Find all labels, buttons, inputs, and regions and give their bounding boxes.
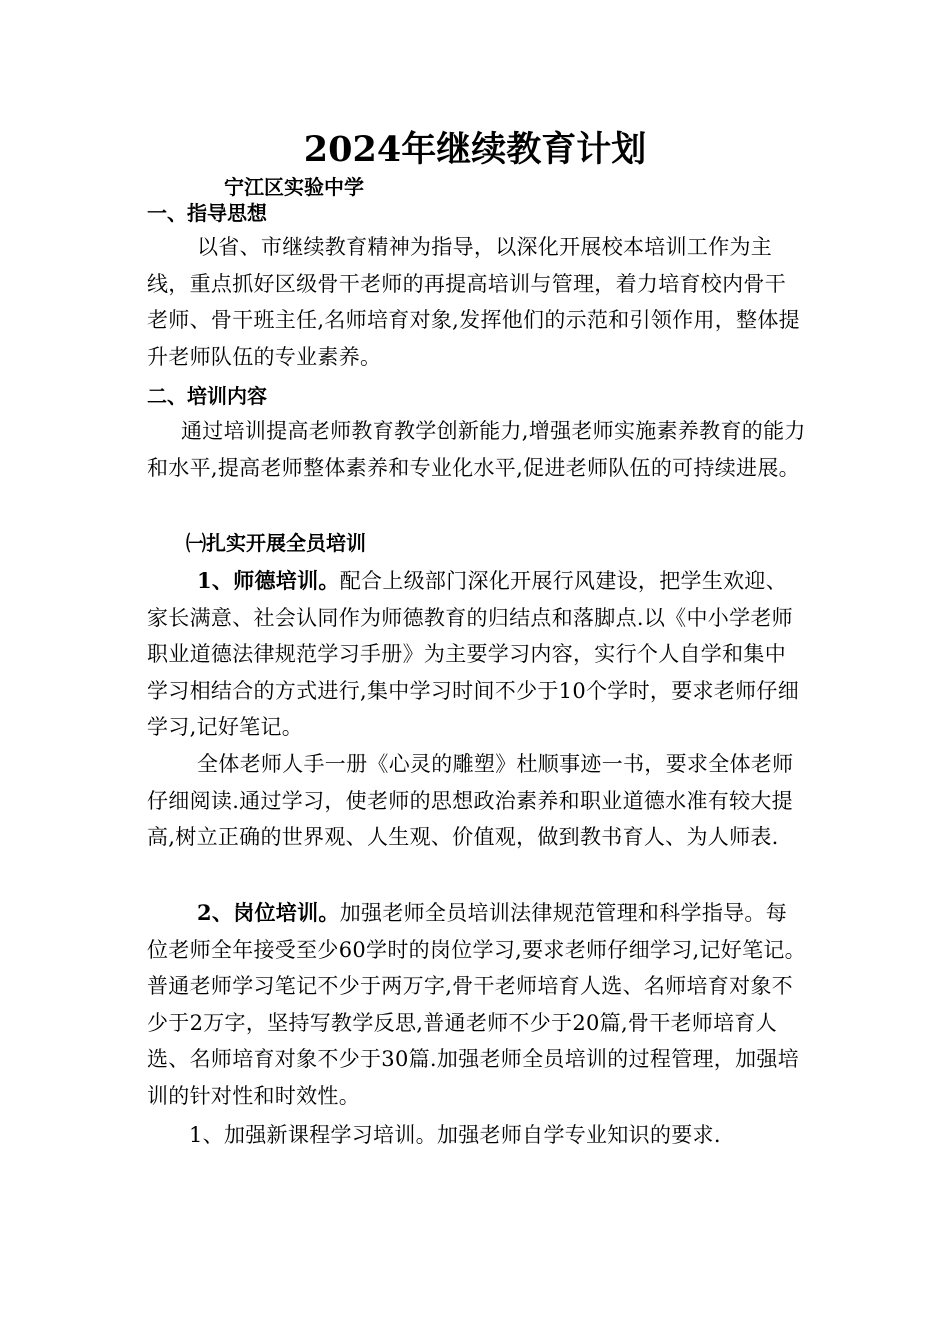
paragraph-guiding-ideology: 以省、市继续教育精神为指导，以深化开展校本培训工作为主线，重点抓好区级骨干老师的再提高培训与管理，着力培育校内骨干老师、骨干班主任,名师培育对象,发挥他们的示范和引领作用，整体提升老师队伍的专业素养。 <box>147 235 800 369</box>
section-heading-guiding-ideology: 一、指导思想 <box>147 201 267 225</box>
item-text-ethics: 配合上级部门深化开展行风建设，把学生欢迎、家长满意、社会认同作为师德教育的归结点和落脚点.以《中小学老师职业道德法律规范学习手册》为主要学习内容，实行个人自学和集中学习相结合的方式进行,集中学习时间不少于10个学时，要求老师仔细学习,记好笔记。 <box>147 569 799 739</box>
paragraph-post-training <box>147 895 807 1114</box>
item-lead-ethics: 1、师德培训。 <box>197 568 340 593</box>
paragraph-training-content: 通过培训提高老师教育教学创新能力,增强老师实施素养教育的能力和水平,提高老师整体素养和专业化水平,促进老师队伍的可持续进展。 <box>147 419 806 480</box>
subsection-heading-all-staff-training: ㈠扎实开展全员培训 <box>186 531 366 555</box>
paragraph-ethics-training <box>147 563 807 746</box>
school-name: 宁江区实验中学 <box>224 175 364 199</box>
document-title: 2024年继续教育计划 <box>303 129 647 170</box>
paragraph-new-curriculum: 1、加强新课程学习培训。加强老师自学专业知识的要求. <box>189 1123 721 1147</box>
paragraph-reading-requirement: 全体老师人手一册《心灵的雕塑》杜顺事迹一书，要求全体老师仔细阅读.通过学习，使老师的思想政治素养和职业道德水准有较大提高,树立正确的世界观、人生观、价值观，做到教书育人、为人师表. <box>147 752 794 849</box>
section-heading-training-content: 二、培训内容 <box>147 384 267 408</box>
item-lead-post: 2、岗位培训。 <box>197 900 340 925</box>
item-text-post: 加强老师全员培训法律规范管理和科学指导。每位老师全年接受至少60学时的岗位学习,要求老师仔细学习,记好笔记。普通老师学习笔记不少于两万字,骨干老师培育人选、名师培育对象不少于2万字，坚持写教学反思,普通老师不少于20篇,骨干老师培育人选、名师培育对象不少于30篇.加强老师全员培训的过程管理，加强培训的针对性和时效性。 <box>147 901 806 1108</box>
